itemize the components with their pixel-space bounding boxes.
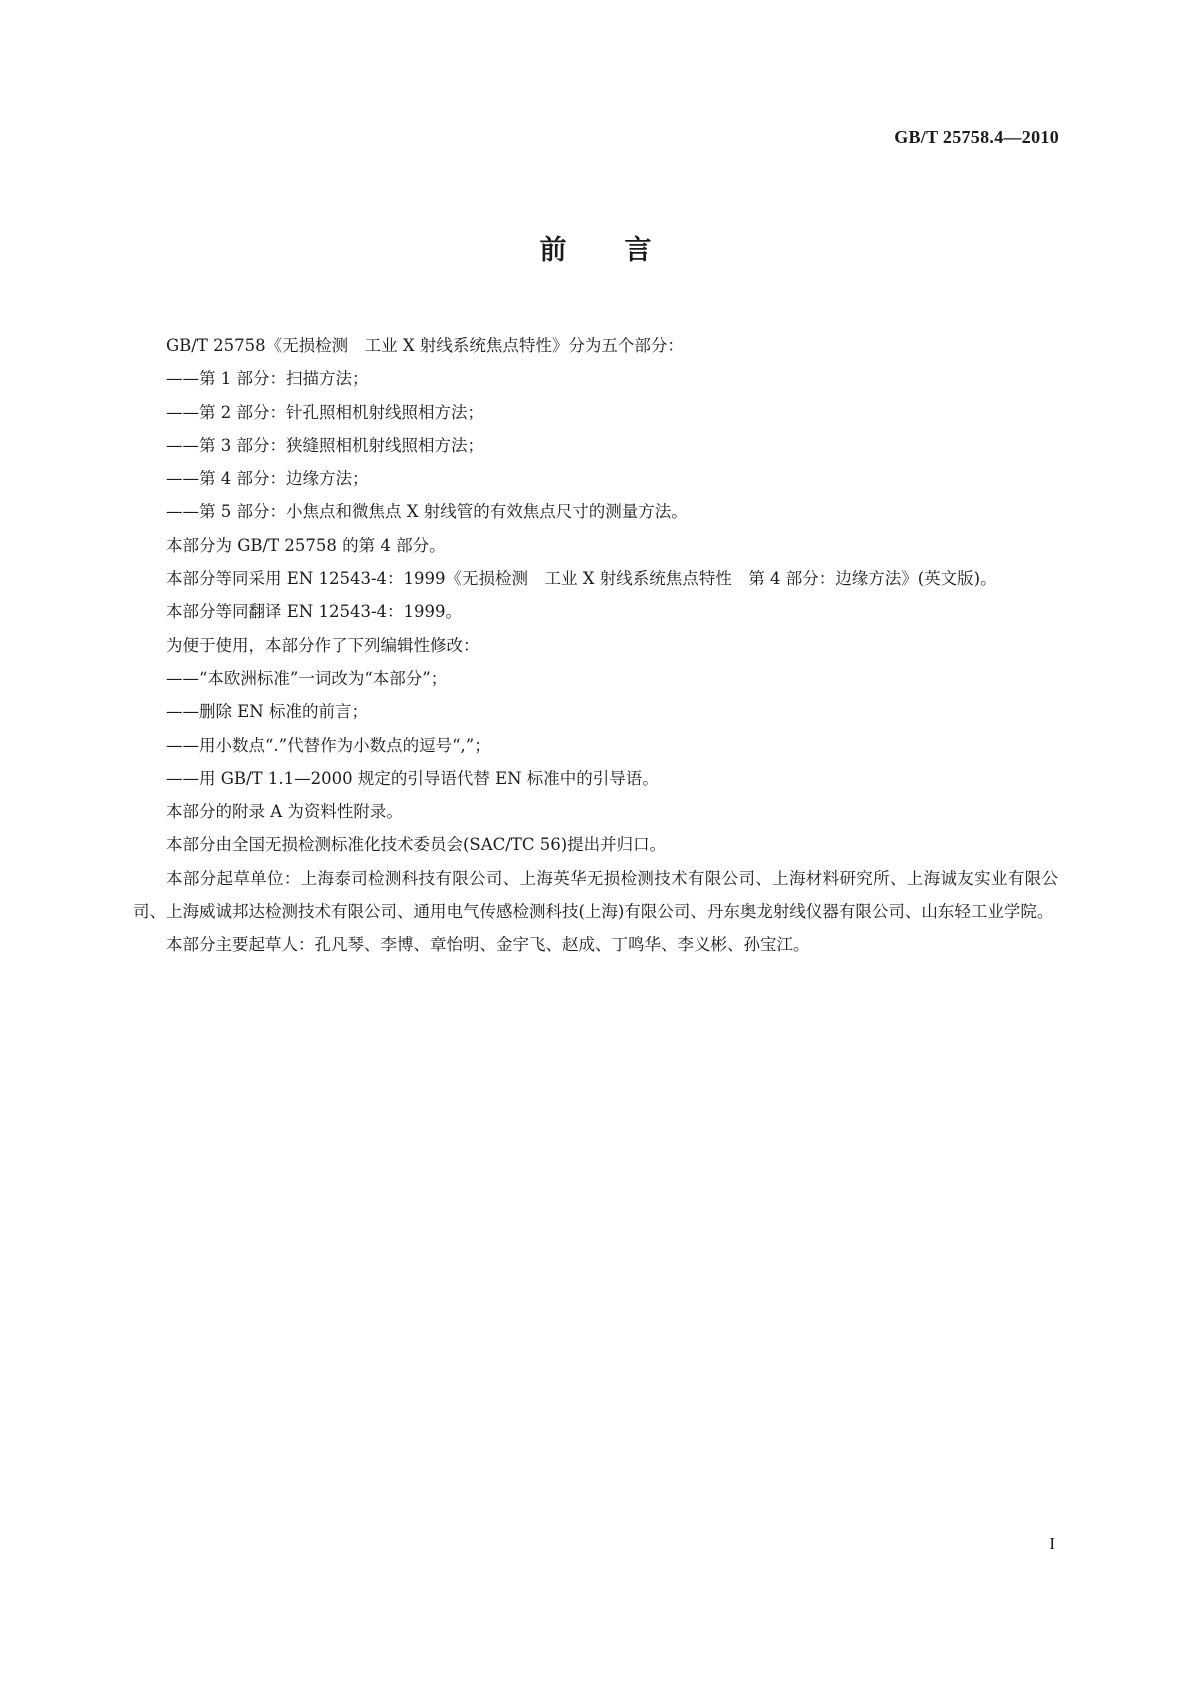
list-item: ——第 4 部分：边缘方法； — [166, 469, 369, 489]
page-number: I — [1049, 1534, 1055, 1553]
list-item: ——“本欧洲标准”一词改为“本部分”； — [166, 668, 448, 688]
paragraph: 为便于使用，本部分作了下列编辑性修改： — [166, 635, 480, 655]
paragraph: 本部分的附录 A 为资料性附录。 — [166, 802, 403, 822]
list-item: ——删除 EN 标准的前言； — [166, 702, 368, 722]
paragraph: 本部分由全国无损检测标准化技术委员会(SAC/TC 56)提出并归口。 — [166, 835, 667, 855]
paragraph: 本部分为 GB/T 25758 的第 4 部分。 — [166, 535, 446, 555]
list-item: ——第 1 部分：扫描方法； — [166, 369, 369, 389]
list-item: ——第 5 部分：小焦点和微焦点 X 射线管的有效焦点尺寸的测量方法。 — [166, 502, 688, 522]
list-item: ——用小数点“.”代替作为小数点的逗号“,”； — [166, 735, 491, 755]
paragraph: 本部分等同采用 EN 12543-4：1999《无损检测 工业 X 射线系统焦点特性 第 4 部分：边缘方法》(英文版)。 — [166, 569, 997, 589]
list-item: ——第 3 部分：狭缝照相机射线照相方法； — [166, 435, 484, 455]
list-item: ——用 GB/T 1.1—2000 规定的引导语代替 EN 标准中的引导语。 — [166, 768, 659, 788]
intro-paragraph: GB/T 25758《无损检测 工业 X 射线系统焦点特性》分为五个部分： — [166, 336, 684, 355]
paragraph: 本部分等同翻译 EN 12543-4：1999。 — [166, 602, 463, 622]
list-item: ——第 2 部分：针孔照相机射线照相方法； — [166, 402, 484, 422]
paragraph: 本部分起草单位：上海泰司检测科技有限公司、上海英华无损检测技术有限公司、上海材料研究所、上海诚友实业有限公司、上海威诚邦达检测技术有限公司、通用电气传感检测科技(上海)有限公司、丹东奥龙射线仪器有限公司、山东轻工业学院。 — [133, 868, 1058, 922]
standard-code: GB/T 25758.4—2010 — [894, 127, 1059, 147]
page-title: 前言 — [539, 235, 710, 266]
paragraph: 本部分主要起草人：孔凡琴、李博、章怡明、金宇飞、赵成、丁鸣华、李义彬、孙宝江。 — [166, 935, 810, 955]
foreword-body — [133, 329, 1058, 962]
